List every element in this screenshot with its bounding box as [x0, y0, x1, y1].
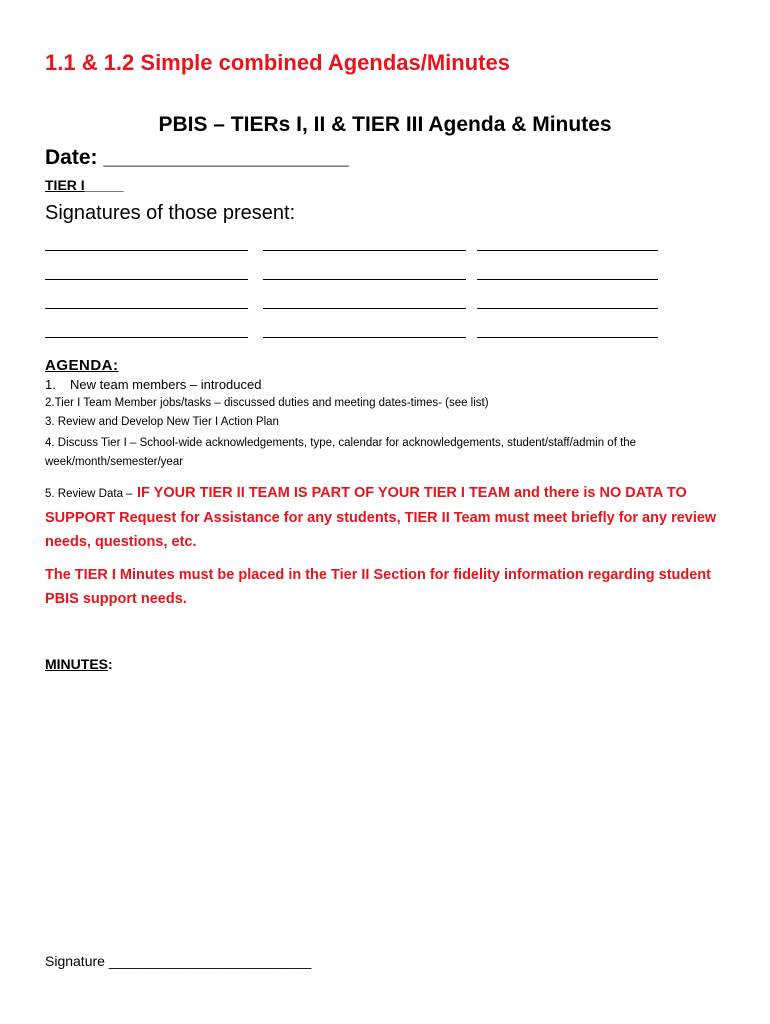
agenda-item-4: 4. Discuss Tier I – School-wide acknowledgements, type, calendar for acknowledgements, student/staff/admin of the week/month/semester/year [45, 437, 637, 468]
signature-line [45, 337, 248, 338]
signature-line [263, 308, 466, 309]
tier-label: TIER I [45, 177, 85, 193]
document-title: PBIS – TIERs I, II & TIER III Agenda & Minutes [158, 113, 612, 136]
signature-line [263, 279, 466, 280]
date-blank: _____________________ [103, 146, 349, 169]
signature-line [45, 308, 248, 309]
agenda-item-1-text: New team members – introduced [70, 377, 262, 392]
tier-minutes-note: The TIER I Minutes must be placed in the Tier II Section for fidelity information regarding student PBIS support needs. [45, 567, 711, 607]
signature-blank: __________________________ [108, 953, 312, 969]
date-row [45, 146, 349, 170]
agenda-item-1-number: 1. [45, 377, 56, 392]
signature-line [477, 250, 658, 251]
signature-row [45, 953, 311, 969]
minutes-label: MINUTES [45, 656, 108, 672]
signature-line [263, 250, 466, 251]
signature-line [45, 279, 248, 280]
minutes-heading [45, 656, 113, 672]
section-title: 1.1 & 1.2 Simple combined Agendas/Minutes [45, 50, 510, 75]
signature-line [477, 308, 658, 309]
signature-line [477, 337, 658, 338]
tier-blank: _____ [84, 177, 124, 193]
agenda-item-3: 3. Review and Develop New Tier I Action Plan [45, 416, 279, 428]
signature-line [45, 250, 248, 251]
tier-row [45, 177, 124, 193]
signature-line [263, 337, 466, 338]
agenda-item-5-warning: IF YOUR TIER II TEAM IS PART OF YOUR TIER I TEAM and there is NO DATA TO SUPPORT Request for Assistance for any students, TIER II Team must meet briefly for any review needs, questions, etc. [45, 485, 717, 550]
signature-line [477, 279, 658, 280]
agenda-item-2: 2.Tier I Team Member jobs/tasks – discussed duties and meeting dates-times- (see list) [45, 397, 489, 409]
date-label: Date: [45, 146, 98, 169]
signature-label: Signature [45, 953, 105, 969]
agenda-item-5-lead: 5. Review Data – [45, 488, 133, 500]
signatures-heading: Signatures of those present: [45, 202, 296, 224]
minutes-colon: : [108, 656, 113, 672]
agenda-item-5 [45, 481, 725, 554]
agenda-item-1 [45, 377, 261, 392]
agenda-title: AGENDA: [45, 357, 119, 374]
